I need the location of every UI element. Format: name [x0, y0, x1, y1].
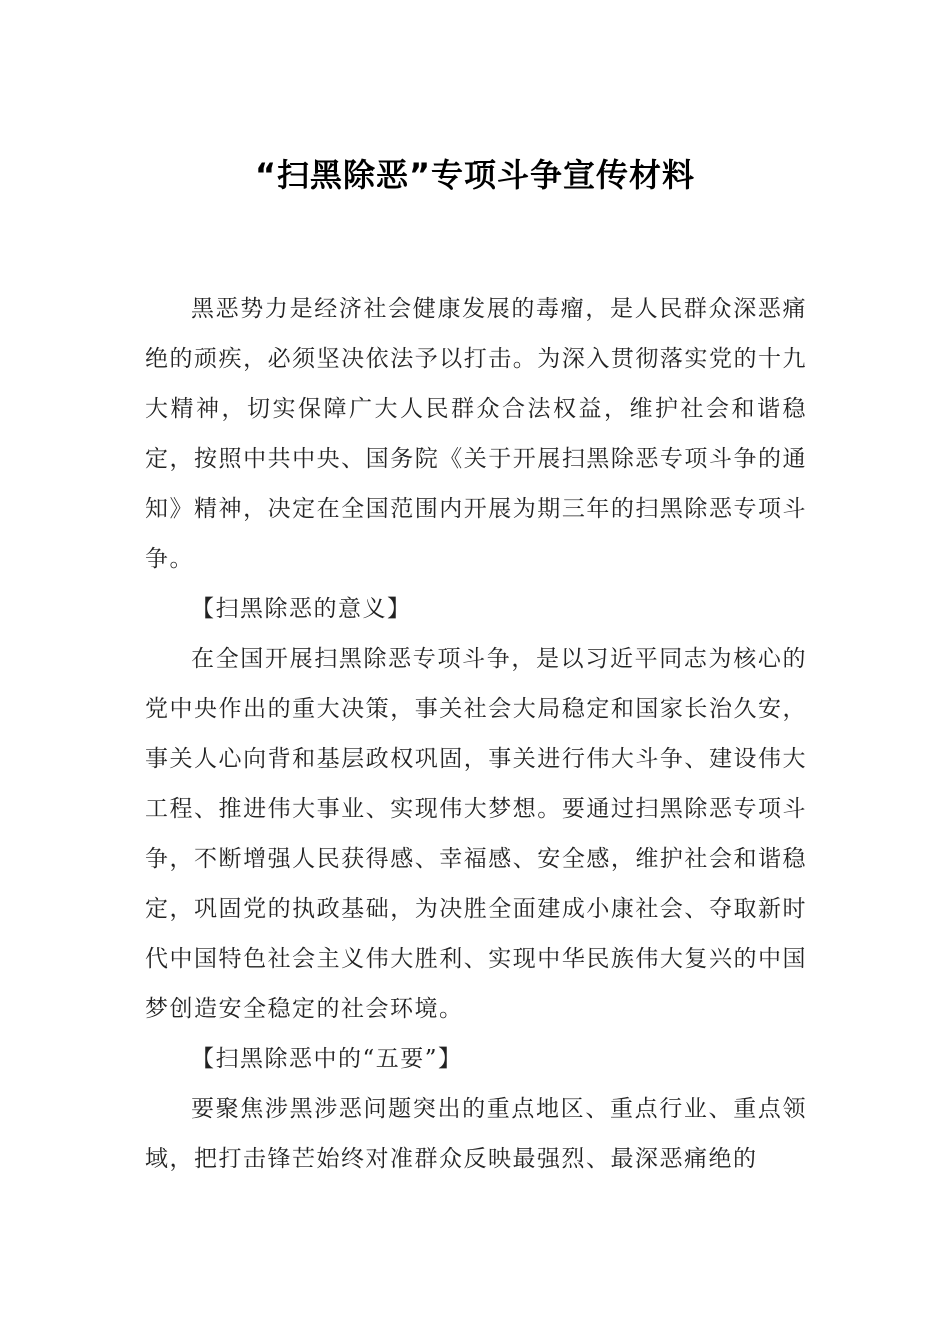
document-body — [145, 284, 807, 1184]
paragraph-five-musts: 要聚焦涉黑涉恶问题突出的重点地区、重点行业、重点领域，把打击锋芒始终对准群众反映最强烈、最深恶痛绝的 — [145, 1096, 807, 1172]
paragraph-intro: 黑恶势力是经济社会健康发展的毒瘤，是人民群众深恶痛绝的顽疾，必须坚决依法予以打击。为深入贯彻落实党的十九大精神，切实保障广大人民群众合法权益，维护社会和谐稳定，按照中共中央、国务院《关于开展扫黑除恶专项斗争的通知》精神，决定在全国范围内开展为期三年的扫黑除恶专项斗争。 — [145, 296, 807, 572]
section-heading-five-musts: 【扫黑除恶中的“五要”】 — [191, 1046, 463, 1072]
paragraph-significance: 在全国开展扫黑除恶专项斗争，是以习近平同志为核心的党中央作出的重大决策，事关社会大局稳定和国家长治久安，事关人心向背和基层政权巩固，事关进行伟大斗争、建设伟大工程、推进伟大事业、实现伟大梦想。要通过扫黑除恶专项斗争，不断增强人民获得感、幸福感、安全感，维护社会和谐稳定，巩固党的执政基础，为决胜全面建成小康社会、夺取新时代中国特色社会主义伟大胜利、实现中华民族伟大复兴的中国梦创造安全稳定的社会环境。 — [145, 646, 807, 1022]
section-heading-significance: 【扫黑除恶的意义】 — [191, 596, 412, 622]
document-title: “扫黑除恶”专项斗争宣传材料 — [254, 156, 696, 194]
